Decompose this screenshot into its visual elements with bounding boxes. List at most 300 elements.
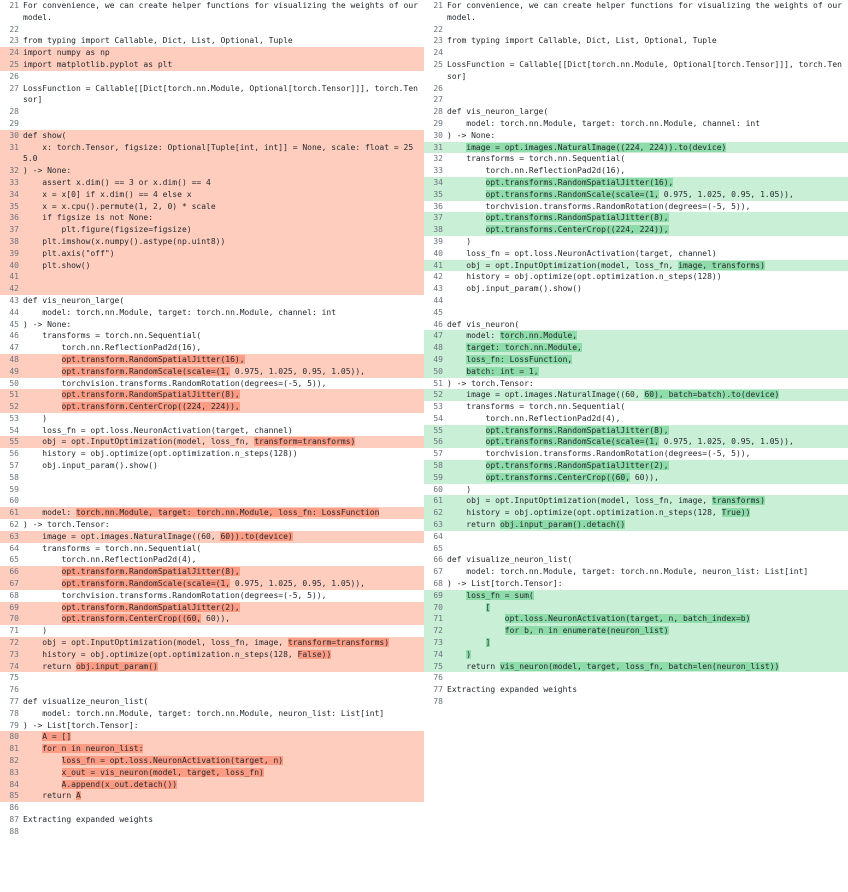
line-number: 25 — [9, 59, 19, 69]
line-number: 67 — [433, 567, 443, 577]
line-number: 68 — [433, 579, 443, 589]
code-text — [23, 389, 424, 401]
line-number: 48 — [433, 343, 443, 353]
code-text: plt.axis("off") — [23, 248, 115, 258]
code-text: history = obj.optimize(opt.optimization.n_steps(128)) — [23, 449, 298, 459]
diff-context-line — [424, 543, 848, 555]
changed-token-highlight: vis_neuron(model, target, loss_fn, batch=len(neuron_list)) — [499, 661, 780, 671]
line-number: 66 — [433, 555, 443, 565]
line-number: 53 — [433, 402, 443, 412]
changed-token-highlight: transform=transforms) — [254, 437, 356, 447]
diff-deleted-line — [0, 566, 424, 578]
line-number: 72 — [433, 626, 443, 636]
diff-deleted-line — [0, 130, 424, 142]
line-number: 23 — [433, 36, 443, 46]
line-number: 40 — [9, 260, 19, 270]
code-text: image = opt.images.NaturalImage((60, 60), batch=batch).to(device) — [447, 390, 780, 400]
diff-context-line — [0, 319, 424, 331]
code-text: x = x.cpu().permute(1, 2, 0) * scale — [23, 201, 216, 211]
line-number: 64 — [9, 543, 19, 553]
line-number: 75 — [433, 661, 443, 671]
line-number: 62 — [433, 508, 443, 518]
changed-token-highlight: batch: int = 1, — [466, 366, 539, 376]
diff-context-line — [424, 0, 848, 24]
line-number: 61 — [433, 496, 443, 506]
code-text: def show( — [23, 130, 67, 140]
diff-added-line — [424, 366, 848, 378]
code-text: assert x.dim() == 3 or x.dim() == 4 — [23, 177, 211, 187]
line-number: 82 — [9, 756, 19, 765]
diff-context-line — [0, 802, 424, 814]
code-text — [447, 590, 848, 602]
line-number: 22 — [9, 24, 19, 34]
code-text: opt.transform.RandomScale(scale=(1, 0.975, 1.025, 0.95, 1.05)), — [61, 366, 365, 376]
code-text: model: torch.nn.Module, target: torch.nn.Module, neuron_list: List[int] — [447, 567, 809, 577]
line-number: 78 — [433, 697, 443, 707]
line-number: 59 — [9, 484, 19, 494]
code-text: history = obj.optimize(opt.optimization.n_steps(128, True)) — [447, 508, 751, 518]
code-text: opt.transform.CenterCrop((60, 60)), — [61, 614, 231, 624]
diff-deleted-line — [0, 283, 424, 295]
code-text: import numpy as np — [23, 48, 110, 58]
line-number: 55 — [433, 425, 443, 435]
line-number: 43 — [9, 295, 19, 305]
line-number: 67 — [9, 579, 19, 589]
line-number: 71 — [433, 614, 443, 624]
diff-added-line — [424, 425, 848, 437]
code-text: For convenience, we can create helper functions for visualizing the weights of our model. — [23, 1, 423, 22]
diff-deleted-line — [0, 59, 424, 71]
diff-added-line — [424, 330, 848, 342]
diff-deleted-line — [0, 47, 424, 59]
code-text: from typing import Callable, Dict, List, Optional, Tuple — [23, 36, 293, 46]
diff-context-line — [424, 672, 848, 684]
diff-context-line — [0, 106, 424, 118]
changed-token-highlight: opt.transforms.RandomSpatialJitter(2), — [485, 461, 669, 471]
code-text — [447, 637, 848, 649]
code-text: ) -> List[torch.Tensor]: — [23, 720, 139, 730]
changed-token-highlight: 60), batch=batch).to(device) — [644, 390, 780, 400]
diff-context-line — [424, 413, 848, 425]
line-number: 88 — [9, 826, 19, 836]
line-number: 50 — [433, 366, 443, 376]
changed-token-highlight: A = [] — [42, 732, 72, 742]
line-number: 43 — [433, 284, 443, 294]
diff-context-line — [0, 826, 424, 838]
line-number: 46 — [9, 331, 19, 341]
diff-context-line — [0, 413, 424, 425]
line-number: 61 — [9, 508, 19, 518]
line-number: 51 — [433, 378, 443, 388]
line-number: 79 — [9, 720, 19, 730]
diff-added-line — [424, 637, 848, 649]
changed-token-highlight: loss_fn = opt.loss.NeuronActivation(target, n) — [61, 756, 284, 765]
code-text — [23, 401, 424, 413]
line-number: 45 — [9, 319, 19, 329]
diff-context-line — [424, 83, 848, 95]
diff-context-line — [424, 94, 848, 106]
diff-deleted-line — [0, 366, 424, 378]
diff-added-line — [424, 590, 848, 602]
code-text: def visualize_neuron_list( — [447, 555, 573, 565]
line-number: 80 — [9, 732, 19, 742]
line-number: 65 — [9, 555, 19, 565]
code-text — [447, 366, 848, 378]
line-number: 57 — [9, 461, 19, 471]
code-text: obj.input_param().show() — [23, 461, 158, 471]
line-number: 86 — [9, 803, 19, 813]
diff-added-line — [424, 519, 848, 531]
diff-context-line — [0, 625, 424, 637]
code-text: LossFunction = Callable[[Dict[torch.nn.Module, Optional[torch.Tensor]]], torch.Tensor] — [23, 83, 418, 105]
code-text: model: torch.nn.Module, target: torch.nn.Module, channel: int — [23, 307, 337, 317]
line-number: 85 — [9, 791, 19, 801]
diff-added-line — [424, 472, 848, 484]
line-number: 24 — [433, 48, 443, 58]
line-number: 39 — [433, 236, 443, 246]
code-text: ) — [447, 236, 472, 246]
changed-token-highlight: image, transforms) — [678, 260, 765, 270]
diff-context-line — [0, 35, 424, 47]
code-text — [447, 224, 848, 236]
code-text: transforms = torch.nn.Sequential( — [447, 402, 626, 412]
code-text: ) — [447, 484, 472, 494]
code-text — [23, 354, 424, 366]
diff-added-line — [424, 224, 848, 236]
diff-context-line — [0, 684, 424, 696]
line-number: 64 — [433, 531, 443, 541]
diff-deleted-line — [0, 189, 424, 201]
changed-token-highlight: 60)).to(device) — [220, 531, 293, 541]
code-text — [447, 649, 848, 661]
line-number: 58 — [9, 472, 19, 482]
diff-context-line — [424, 484, 848, 496]
code-text — [23, 743, 424, 755]
code-text: def vis_neuron_large( — [23, 295, 125, 305]
code-text — [23, 602, 424, 614]
line-number: 21 — [9, 1, 19, 10]
line-number: 42 — [9, 284, 19, 294]
diff-deleted-line — [0, 389, 424, 401]
line-number: 83 — [9, 767, 19, 777]
line-number: 72 — [9, 638, 19, 648]
code-text — [447, 613, 848, 625]
changed-token-highlight: obj.input_param() — [75, 661, 158, 671]
line-number: 32 — [9, 166, 19, 176]
diff-deleted-line — [0, 436, 424, 448]
changed-token-highlight: opt.transform.RandomSpatialJitter(8), — [61, 567, 240, 577]
line-number: 59 — [433, 472, 443, 482]
changed-token-highlight: loss_fn: LossFunction, — [466, 354, 573, 364]
diff-deleted-line — [0, 260, 424, 272]
changed-token-highlight: torch.nn.Module, target: torch.nn.Module, loss_fn: LossFunction — [75, 508, 380, 518]
diff-context-line — [424, 165, 848, 177]
code-text: Extracting expanded weights — [447, 685, 578, 695]
code-text — [23, 755, 424, 767]
changed-token-highlight: opt.transform.RandomScale(scale=(1, — [61, 579, 231, 589]
changed-token-highlight: target: torch.nn.Module, — [466, 343, 582, 353]
code-text: ) -> torch.Tensor: — [447, 378, 534, 388]
diff-added-line — [424, 389, 848, 401]
diff-deleted-line — [0, 578, 424, 590]
diff-context-line — [0, 696, 424, 708]
diff-context-line — [0, 554, 424, 566]
code-text: loss_fn = opt.loss.NeuronActivation(target, channel) — [447, 248, 717, 258]
line-number: 66 — [9, 567, 19, 577]
changed-token-highlight: for b, n in enumerate(neuron_list) — [504, 626, 669, 636]
diff-context-line — [0, 543, 424, 555]
line-number: 63 — [9, 531, 19, 541]
diff-context-line — [424, 153, 848, 165]
diff-added-line — [424, 212, 848, 224]
line-number: 49 — [9, 366, 19, 376]
code-text: transforms = torch.nn.Sequential( — [23, 331, 202, 341]
changed-token-highlight: loss_fn = sum( — [466, 590, 534, 600]
diff-context-line — [424, 401, 848, 413]
diff-context-line — [424, 554, 848, 566]
changed-token-highlight: opt.loss.NeuronActivation(target, n, batch_index=b) — [504, 614, 751, 624]
code-text: obj = opt.InputOptimization(model, loss_fn, image, transforms) — [447, 260, 765, 270]
code-text: plt.imshow(x.numpy().astype(np.uint8)) — [23, 236, 226, 246]
diff-context-line — [0, 24, 424, 36]
changed-token-highlight: opt.transforms.RandomScale(scale=(1, — [485, 189, 659, 199]
code-text: Extracting expanded weights — [23, 814, 154, 824]
diff-added-line — [424, 260, 848, 272]
code-text: opt.transforms.CenterCrop((60, 60)), — [485, 472, 659, 482]
line-number: 32 — [433, 154, 443, 164]
line-number: 87 — [9, 814, 19, 824]
line-number: 28 — [433, 107, 443, 117]
diff-context-line — [0, 672, 424, 684]
diff-added-line — [424, 649, 848, 661]
line-number: 58 — [433, 461, 443, 471]
changed-token-highlight: for n in neuron_list: — [42, 744, 144, 754]
code-text — [447, 177, 848, 189]
diff-context-line — [0, 460, 424, 472]
code-text — [23, 731, 424, 743]
code-text: ) — [23, 413, 48, 423]
code-text: opt.transforms.RandomScale(scale=(1, 0.975, 1.025, 0.95, 1.05)), — [485, 189, 794, 199]
diff-context-line — [0, 519, 424, 531]
code-text: torch.nn.ReflectionPad2d(16), — [447, 166, 626, 176]
diff-context-line — [424, 696, 848, 708]
line-number: 30 — [9, 130, 19, 140]
line-number: 36 — [9, 213, 19, 223]
line-number: 48 — [9, 354, 19, 364]
code-text: torch.nn.ReflectionPad2d(4), — [23, 555, 197, 565]
line-number: 65 — [433, 543, 443, 553]
diff-added-line — [424, 602, 848, 614]
line-number: 62 — [9, 520, 19, 530]
code-text: def vis_neuron( — [447, 319, 520, 329]
changed-token-highlight: image = opt.images.NaturalImage((224, 224)).to(device) — [466, 142, 727, 152]
line-number: 44 — [9, 307, 19, 317]
diff-added-line — [424, 177, 848, 189]
line-number: 23 — [9, 36, 19, 46]
code-text: image = opt.images.NaturalImage((60, 60)).to(device) — [23, 531, 293, 541]
line-number: 78 — [9, 708, 19, 718]
line-number: 77 — [9, 697, 19, 707]
diff-added-line — [424, 436, 848, 448]
diff-deleted-line — [0, 649, 424, 661]
diff-added-line — [424, 613, 848, 625]
code-text: obj.input_param().show() — [447, 284, 582, 294]
line-number: 29 — [9, 118, 19, 128]
diff-context-line — [0, 708, 424, 720]
diff-context-line — [424, 118, 848, 130]
code-text: plt.figure(figsize=figsize) — [23, 225, 192, 235]
diff-added-line — [424, 661, 848, 673]
line-number: 38 — [433, 225, 443, 235]
line-number: 47 — [433, 331, 443, 341]
code-text — [447, 625, 848, 637]
changed-token-highlight: [ — [485, 602, 491, 612]
changed-token-highlight: x_out = vis_neuron(model, target, loss_fn) — [61, 767, 264, 777]
diff-deleted-line — [0, 731, 424, 743]
line-number: 54 — [433, 413, 443, 423]
diff-deleted-line — [0, 271, 424, 283]
diff-deleted-line — [0, 165, 424, 177]
diff-context-line — [0, 448, 424, 460]
changed-token-highlight: transform=transforms) — [287, 638, 390, 648]
code-text: return A — [23, 791, 81, 801]
changed-token-highlight: obj.input_param().detach() — [499, 520, 626, 530]
diff-deleted-line — [0, 507, 424, 519]
diff-deleted-line — [0, 177, 424, 189]
diff-context-line — [0, 720, 424, 732]
changed-token-highlight: torch.nn.Module, — [499, 331, 578, 341]
code-text: model: torch.nn.Module, — [447, 331, 578, 341]
line-number: 38 — [9, 236, 19, 246]
diff-deleted-line — [0, 602, 424, 614]
code-text: LossFunction = Callable[[Dict[torch.nn.Module, Optional[torch.Tensor]]], torch.Tensor] — [447, 59, 842, 81]
changed-token-highlight: A — [75, 791, 81, 801]
code-text: if figsize is not None: — [23, 213, 154, 223]
changed-token-highlight: ) — [466, 649, 472, 659]
code-text: torchvision.transforms.RandomRotation(degrees=(-5, 5)), — [23, 378, 327, 388]
code-text: loss_fn = opt.loss.NeuronActivation(target, channel) — [23, 425, 293, 435]
line-number: 70 — [9, 614, 19, 624]
code-text: transforms = torch.nn.Sequential( — [447, 154, 626, 164]
line-number: 41 — [9, 272, 19, 282]
line-number: 84 — [9, 779, 19, 789]
diff-context-line — [0, 814, 424, 826]
line-number: 76 — [9, 685, 19, 695]
code-text — [447, 212, 848, 224]
code-text: model: torch.nn.Module, target: torch.nn.Module, loss_fn: LossFunction — [23, 508, 380, 518]
line-number: 36 — [433, 201, 443, 211]
changed-token-highlight: A.append(x_out.detach()) — [61, 779, 178, 789]
line-number: 45 — [433, 307, 443, 317]
line-number: 29 — [433, 118, 443, 128]
line-number: 40 — [433, 248, 443, 258]
line-number: 37 — [433, 213, 443, 223]
diff-deleted-line — [0, 743, 424, 755]
code-text: model: torch.nn.Module, target: torch.nn.Module, channel: int — [447, 118, 761, 128]
diff-context-line — [424, 248, 848, 260]
code-text: ) -> List[torch.Tensor]: — [447, 579, 563, 589]
changed-token-highlight: ] — [485, 638, 491, 648]
diff-context-line — [0, 295, 424, 307]
diff-context-line — [0, 425, 424, 437]
code-text — [23, 779, 424, 791]
line-number: 76 — [433, 673, 443, 683]
line-number: 27 — [9, 83, 19, 93]
line-number: 73 — [433, 638, 443, 648]
code-text: torchvision.transforms.RandomRotation(degrees=(-5, 5)), — [447, 201, 751, 211]
diff-added-line — [424, 342, 848, 354]
line-number: 33 — [433, 166, 443, 176]
line-number: 24 — [9, 48, 19, 58]
diff-context-line — [0, 484, 424, 496]
diff-added-line — [424, 507, 848, 519]
line-number: 39 — [9, 248, 19, 258]
line-number: 57 — [433, 449, 443, 459]
diff-deleted-line — [0, 637, 424, 649]
diff-deleted-line — [0, 142, 424, 166]
changed-token-highlight: opt.transform.RandomSpatialJitter(2), — [61, 602, 240, 612]
changed-token-highlight: opt.transform.CenterCrop((60, — [61, 614, 202, 624]
line-number: 60 — [433, 484, 443, 494]
diff-deleted-line — [0, 224, 424, 236]
code-text — [447, 460, 848, 472]
code-text: ) -> torch.Tensor: — [23, 520, 110, 530]
code-text: def vis_neuron_large( — [447, 107, 549, 117]
line-number: 44 — [433, 295, 443, 305]
code-text — [447, 602, 848, 614]
diff-context-line — [424, 319, 848, 331]
line-number: 35 — [9, 201, 19, 211]
diff-context-line — [424, 106, 848, 118]
diff-deleted-line — [0, 790, 424, 802]
diff-added-line — [424, 625, 848, 637]
diff-context-line — [0, 590, 424, 602]
code-text — [447, 142, 848, 154]
code-text: obj = opt.InputOptimization(model, loss_fn, image, transform=transforms) — [23, 638, 390, 648]
code-text — [447, 342, 848, 354]
diff-context-line — [424, 47, 848, 59]
line-number: 34 — [433, 177, 443, 187]
diff-added-line — [424, 189, 848, 201]
code-text — [447, 354, 848, 366]
diff-context-line — [424, 24, 848, 36]
code-text: torch.nn.ReflectionPad2d(16), — [23, 343, 202, 353]
code-text: def visualize_neuron_list( — [23, 697, 149, 707]
code-text: obj = opt.InputOptimization(model, loss_fn, transform=transforms) — [23, 437, 356, 447]
diff-context-line — [0, 307, 424, 319]
code-text — [447, 425, 848, 437]
code-text: For convenience, we can create helper functions for visualizing the weights of our model. — [447, 1, 847, 22]
line-number: 30 — [433, 130, 443, 140]
diff-context-line — [424, 130, 848, 142]
diff-context-line — [424, 201, 848, 213]
line-number: 75 — [9, 673, 19, 683]
diff-added-line — [424, 495, 848, 507]
changed-token-highlight: opt.transform.RandomSpatialJitter(16), — [61, 354, 245, 364]
diff-deleted-line — [0, 236, 424, 248]
diff-context-line — [0, 118, 424, 130]
diff-context-line — [424, 295, 848, 307]
line-number: 56 — [9, 449, 19, 459]
line-number: 25 — [433, 59, 443, 69]
diff-deleted-line — [0, 613, 424, 625]
line-number: 56 — [433, 437, 443, 447]
diff-added-line — [424, 142, 848, 154]
diff-deleted-line — [0, 767, 424, 779]
code-text: opt.transform.RandomScale(scale=(1, 0.975, 1.025, 0.95, 1.05)), — [61, 579, 365, 589]
line-number: 26 — [433, 83, 443, 93]
line-number: 69 — [433, 590, 443, 600]
